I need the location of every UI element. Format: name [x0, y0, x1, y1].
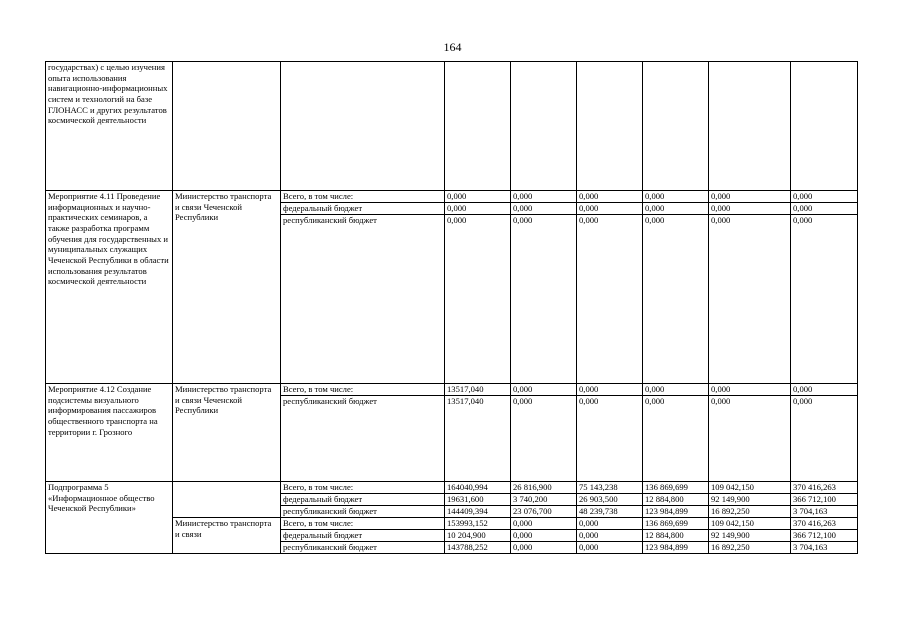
value-cell: 136 869,699 — [643, 518, 709, 530]
value-cell: 366 712,100 — [791, 530, 858, 542]
value-cell — [643, 62, 709, 191]
value-cell: 0,000 — [643, 203, 709, 215]
value-cell: 10 204,900 — [445, 530, 511, 542]
value-cell: 370 416,263 — [791, 518, 858, 530]
value-cell: 23 076,700 — [511, 506, 577, 518]
value-cell: 0,000 — [511, 530, 577, 542]
value-cell: 164040,994 — [445, 482, 511, 494]
value-cell: 0,000 — [511, 215, 577, 384]
value-cell: 0,000 — [577, 191, 643, 203]
funding-source-cell: республиканский бюджет — [281, 542, 445, 554]
value-cell: 0,000 — [511, 518, 577, 530]
value-cell: 153993,152 — [445, 518, 511, 530]
value-cell: 136 869,699 — [643, 482, 709, 494]
value-cell: 0,000 — [445, 215, 511, 384]
measure-description: Мероприятие 4.11 Проведение информационных и научно-практических семинаров, а также разработка программ обучения для государственных и муниципальных служащих Чеченской Республики в области использования результатов космической деятельности — [46, 191, 173, 384]
value-cell: 0,000 — [445, 191, 511, 203]
value-cell: 144409,394 — [445, 506, 511, 518]
value-cell: 12 884,800 — [643, 494, 709, 506]
value-cell: 0,000 — [791, 215, 858, 384]
value-cell: 48 239,738 — [577, 506, 643, 518]
value-cell: 109 042,150 — [709, 518, 791, 530]
value-cell: 75 143,238 — [577, 482, 643, 494]
value-cell: 92 149,900 — [709, 530, 791, 542]
funding-source-cell — [281, 62, 445, 191]
value-cell: 0,000 — [511, 542, 577, 554]
value-cell: 12 884,800 — [643, 530, 709, 542]
value-cell: 0,000 — [577, 203, 643, 215]
value-cell — [445, 62, 511, 191]
value-cell: 0,000 — [577, 384, 643, 396]
value-cell: 0,000 — [643, 384, 709, 396]
value-cell: 0,000 — [511, 203, 577, 215]
funding-source-cell: федеральный бюджет — [281, 494, 445, 506]
value-cell: 3 704,163 — [791, 542, 858, 554]
value-cell: 0,000 — [709, 396, 791, 482]
funding-source-cell: федеральный бюджет — [281, 203, 445, 215]
measure-description: Подпрограмма 5 «Информационное общество Чеченской Республики» — [46, 482, 173, 554]
value-cell: 0,000 — [511, 396, 577, 482]
value-cell: 16 892,250 — [709, 506, 791, 518]
value-cell: 13517,040 — [445, 396, 511, 482]
value-cell: 3 704,163 — [791, 506, 858, 518]
table-row — [46, 191, 858, 203]
funding-source-cell: Всего, в том числе: — [281, 518, 445, 530]
value-cell: 26 903,500 — [577, 494, 643, 506]
value-cell: 109 042,150 — [709, 482, 791, 494]
value-cell: 123 984,899 — [643, 542, 709, 554]
value-cell: 0,000 — [445, 203, 511, 215]
funding-source-cell: Всего, в том числе: — [281, 191, 445, 203]
value-cell: 0,000 — [511, 384, 577, 396]
value-cell: 0,000 — [643, 396, 709, 482]
value-cell: 0,000 — [709, 215, 791, 384]
value-cell: 3 740,200 — [511, 494, 577, 506]
value-cell: 123 984,899 — [643, 506, 709, 518]
value-cell: 0,000 — [643, 215, 709, 384]
executor-cell: Министерство транспорта и связи Чеченской Республики — [173, 191, 281, 384]
value-cell: 0,000 — [709, 203, 791, 215]
funding-source-cell: Всего, в том числе: — [281, 384, 445, 396]
value-cell: 13517,040 — [445, 384, 511, 396]
value-cell: 16 892,250 — [709, 542, 791, 554]
value-cell: 0,000 — [577, 396, 643, 482]
value-cell: 0,000 — [709, 191, 791, 203]
budget-table — [45, 61, 858, 554]
value-cell: 26 816,900 — [511, 482, 577, 494]
value-cell: 19631,600 — [445, 494, 511, 506]
funding-source-cell: республиканский бюджет — [281, 396, 445, 482]
measure-description: Мероприятие 4.12 Создание подсистемы визуального информирования пассажиров общественного транспорта на территории г. Грозного — [46, 384, 173, 482]
table-row — [46, 482, 858, 494]
table-row — [46, 384, 858, 396]
value-cell: 92 149,900 — [709, 494, 791, 506]
funding-source-cell: федеральный бюджет — [281, 530, 445, 542]
executor-cell: Министерство транспорта и связи Чеченской Республики — [173, 384, 281, 482]
table-row — [46, 62, 858, 191]
value-cell — [577, 62, 643, 191]
value-cell: 0,000 — [511, 191, 577, 203]
executor-cell — [173, 62, 281, 191]
executor-cell: Министерство транспорта и связи — [173, 518, 281, 554]
value-cell: 0,000 — [791, 191, 858, 203]
value-cell: 366 712,100 — [791, 494, 858, 506]
value-cell: 0,000 — [791, 396, 858, 482]
value-cell — [511, 62, 577, 191]
page-number: 164 — [443, 40, 462, 54]
value-cell — [791, 62, 858, 191]
value-cell: 0,000 — [577, 518, 643, 530]
funding-source-cell: республиканский бюджет — [281, 506, 445, 518]
funding-source-cell: республиканский бюджет — [281, 215, 445, 384]
value-cell: 0,000 — [577, 530, 643, 542]
measure-description: государствах) с целью изучения опыта использования навигационно-информационных систем и технологий на базе ГЛОНАСС и других результатов космической деятельности — [46, 62, 173, 191]
value-cell: 143788,252 — [445, 542, 511, 554]
value-cell: 0,000 — [577, 215, 643, 384]
value-cell: 0,000 — [791, 384, 858, 396]
value-cell: 0,000 — [791, 203, 858, 215]
value-cell — [709, 62, 791, 191]
value-cell: 0,000 — [643, 191, 709, 203]
value-cell: 0,000 — [709, 384, 791, 396]
funding-source-cell: Всего, в том числе: — [281, 482, 445, 494]
executor-cell — [173, 482, 281, 518]
value-cell: 0,000 — [577, 542, 643, 554]
value-cell: 370 416,263 — [791, 482, 858, 494]
